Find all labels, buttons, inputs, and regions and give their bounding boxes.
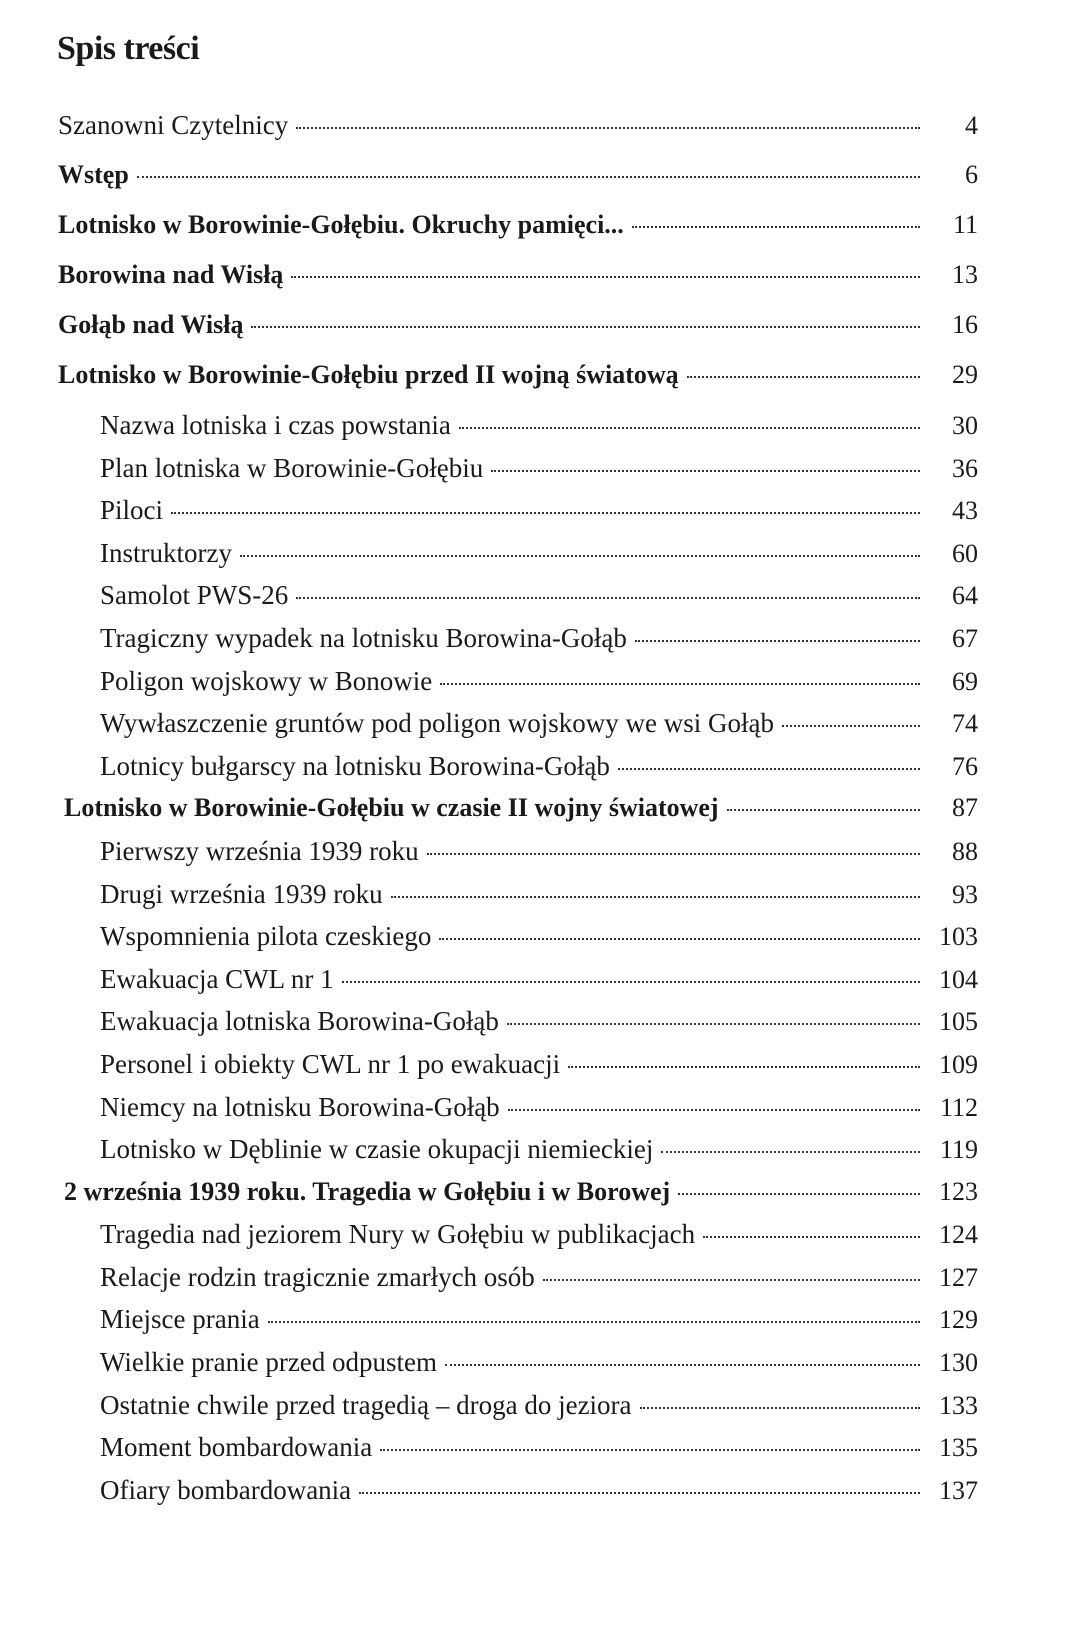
entry-title: Gołąb nad Wisłą bbox=[58, 310, 244, 339]
entry-page-number: 76 bbox=[952, 751, 978, 781]
toc-subentry bbox=[58, 495, 978, 538]
entry-title: Tragiczny wypadek na lotnisku Borowina-Gołąb bbox=[100, 622, 627, 653]
toc-entry bbox=[58, 360, 978, 410]
toc-subentry bbox=[58, 1304, 978, 1347]
entry-title: Ewakuacja lotniska Borowina-Gołąb bbox=[100, 1006, 499, 1037]
entry-title: Drugi września 1939 roku bbox=[100, 878, 383, 909]
dot-leader bbox=[543, 1279, 920, 1281]
entry-page-number: 30 bbox=[952, 411, 978, 440]
entry-page-number: 43 bbox=[952, 496, 978, 526]
entry-page-number: 4 bbox=[965, 111, 978, 140]
entry-page-number: 6 bbox=[965, 160, 978, 189]
entry-title: Nazwa lotniska i czas powstania bbox=[100, 410, 451, 440]
dot-leader bbox=[137, 176, 920, 178]
entry-page-number: 69 bbox=[952, 666, 978, 696]
entry-title: Borowina nad Wisłą bbox=[58, 260, 284, 289]
toc-subentry bbox=[58, 1006, 978, 1049]
toc-subentry bbox=[58, 1134, 978, 1177]
toc-subentry bbox=[58, 1092, 978, 1135]
toc-subentry bbox=[58, 453, 978, 496]
dot-leader bbox=[342, 981, 920, 983]
entry-title: Wielkie pranie przed odpustem bbox=[100, 1347, 438, 1378]
toc-subentry bbox=[58, 538, 978, 581]
entry-page-number: 87 bbox=[952, 793, 978, 823]
dot-leader bbox=[782, 725, 920, 727]
toc-entry bbox=[58, 210, 978, 260]
entry-page-number: 105 bbox=[939, 1007, 978, 1037]
entry-title: Lotnisko w Borowinie-Gołębiu w czasie II wojny światowej bbox=[64, 793, 719, 823]
toc-subentry bbox=[58, 1219, 978, 1262]
toc-subentry bbox=[58, 964, 978, 1007]
entry-title: Miejsce prania bbox=[100, 1304, 260, 1335]
toc-entry bbox=[64, 793, 978, 836]
entry-title: Relacje rodzin tragicznie zmarłych osób bbox=[100, 1261, 535, 1292]
dot-leader bbox=[568, 1066, 920, 1068]
dot-leader bbox=[427, 853, 920, 855]
entry-page-number: 88 bbox=[952, 836, 978, 866]
entry-page-number: 60 bbox=[952, 538, 978, 568]
entry-title: Piloci bbox=[100, 495, 164, 526]
entry-title: Plan lotniska w Borowinie-Gołębiu bbox=[100, 452, 484, 483]
entry-page-number: 104 bbox=[939, 964, 978, 994]
entry-title: Moment bombardowania bbox=[100, 1432, 373, 1463]
toc-subentry bbox=[58, 1390, 978, 1433]
entry-page-number: 67 bbox=[952, 623, 978, 653]
entry-page-number: 29 bbox=[952, 360, 978, 389]
dot-leader bbox=[296, 127, 920, 129]
entry-title: Instruktorzy bbox=[100, 537, 232, 568]
dot-leader bbox=[618, 768, 920, 770]
entry-title: Ewakuacja CWL nr 1 bbox=[100, 963, 334, 994]
dot-leader bbox=[296, 597, 920, 599]
dot-leader bbox=[508, 1109, 920, 1111]
entry-page-number: 13 bbox=[952, 260, 978, 289]
entry-page-number: 129 bbox=[939, 1305, 978, 1335]
dot-leader bbox=[380, 1449, 920, 1451]
dot-leader bbox=[635, 640, 920, 642]
entry-page-number: 133 bbox=[939, 1390, 978, 1420]
entry-page-number: 119 bbox=[939, 1135, 978, 1165]
entry-page-number: 16 bbox=[952, 310, 978, 339]
entry-page-number: 130 bbox=[939, 1348, 978, 1378]
toc-entry bbox=[58, 160, 978, 210]
toc-subentry bbox=[58, 708, 978, 751]
dot-leader bbox=[459, 427, 920, 429]
toc-subentry bbox=[58, 623, 978, 666]
toc-subentry bbox=[58, 1347, 978, 1390]
entry-title: Poligon wojskowy w Bonowie bbox=[100, 665, 433, 696]
entry-title: Lotnisko w Borowinie-Gołębiu. Okruchy pamięci... bbox=[58, 210, 624, 239]
dot-leader bbox=[439, 938, 920, 940]
dot-leader bbox=[632, 226, 920, 228]
dot-leader bbox=[445, 1364, 920, 1366]
toc-entry bbox=[58, 260, 978, 310]
toc-subentry bbox=[58, 1049, 978, 1092]
dot-leader bbox=[507, 1023, 920, 1025]
toc-subentry bbox=[58, 751, 978, 794]
entry-title: Wstęp bbox=[58, 160, 129, 189]
entry-title: Lotnisko w Borowinie-Gołębiu przed II wojną światową bbox=[58, 360, 679, 389]
dot-leader bbox=[240, 555, 920, 557]
dot-leader bbox=[391, 896, 920, 898]
toc-subentry bbox=[58, 410, 978, 453]
entry-page-number: 112 bbox=[939, 1092, 978, 1122]
entry-title: Personel i obiekty CWL nr 1 po ewakuacji bbox=[100, 1048, 561, 1079]
entry-title: Wspomnienia pilota czeskiego bbox=[100, 921, 432, 952]
entry-page-number: 135 bbox=[939, 1433, 978, 1463]
entry-title: Samolot PWS-26 bbox=[100, 580, 289, 611]
dot-leader bbox=[703, 1236, 920, 1238]
dot-leader bbox=[440, 683, 920, 685]
entry-page-number: 11 bbox=[952, 210, 978, 239]
entry-title: Tragedia nad jeziorem Nury w Gołębiu w publikacjach bbox=[100, 1219, 696, 1250]
toc-subentry bbox=[58, 580, 978, 623]
dot-leader bbox=[640, 1407, 920, 1409]
dot-leader bbox=[251, 326, 920, 328]
dot-leader bbox=[171, 512, 920, 514]
entry-page-number: 109 bbox=[939, 1049, 978, 1079]
entry-page-number: 36 bbox=[952, 453, 978, 483]
toc-subentry bbox=[58, 666, 978, 709]
entry-page-number: 103 bbox=[939, 922, 978, 952]
entry-title: Szanowni Czytelnicy bbox=[58, 110, 289, 140]
toc-entry bbox=[58, 110, 978, 160]
entry-title: Pierwszy września 1939 roku bbox=[100, 835, 419, 866]
toc-entry bbox=[64, 1177, 978, 1220]
dot-leader bbox=[727, 809, 920, 811]
entry-title: Niemcy na lotnisku Borowina-Gołąb bbox=[100, 1091, 500, 1122]
toc-subentry bbox=[58, 879, 978, 922]
entry-page-number: 123 bbox=[939, 1176, 978, 1206]
entry-title: Lotnicy bułgarscy na lotnisku Borowina-Gołąb bbox=[100, 750, 610, 781]
dot-leader bbox=[661, 1151, 920, 1153]
dot-leader bbox=[687, 376, 920, 378]
dot-leader bbox=[268, 1321, 920, 1323]
entry-title: 2 września 1939 roku. Tragedia w Gołębiu i w Borowej bbox=[64, 1176, 671, 1206]
dot-leader bbox=[359, 1492, 920, 1494]
entry-title: Ostatnie chwile przed tragedią – droga do jeziora bbox=[100, 1389, 632, 1420]
page-title: Spis treści bbox=[57, 30, 200, 67]
dot-leader bbox=[491, 470, 920, 472]
toc-subentry bbox=[58, 921, 978, 964]
toc-entry bbox=[58, 310, 978, 360]
entry-page-number: 124 bbox=[939, 1220, 978, 1250]
entry-page-number: 74 bbox=[952, 709, 978, 739]
toc-subentry bbox=[58, 1475, 978, 1518]
table-of-contents bbox=[58, 110, 978, 1517]
entry-page-number: 64 bbox=[952, 581, 978, 611]
dot-leader bbox=[678, 1193, 920, 1195]
toc-subentry bbox=[58, 836, 978, 879]
entry-title: Ofiary bombardowania bbox=[100, 1474, 352, 1505]
entry-page-number: 137 bbox=[939, 1475, 978, 1505]
entry-page-number: 127 bbox=[939, 1262, 978, 1292]
entry-title: Wywłaszczenie gruntów pod poligon wojskowy we wsi Gołąb bbox=[100, 708, 774, 739]
dot-leader bbox=[291, 276, 920, 278]
toc-subentry bbox=[58, 1432, 978, 1475]
entry-page-number: 93 bbox=[952, 879, 978, 909]
entry-title: Lotnisko w Dęblinie w czasie okupacji niemieckiej bbox=[100, 1134, 654, 1165]
toc-subentry bbox=[58, 1262, 978, 1305]
